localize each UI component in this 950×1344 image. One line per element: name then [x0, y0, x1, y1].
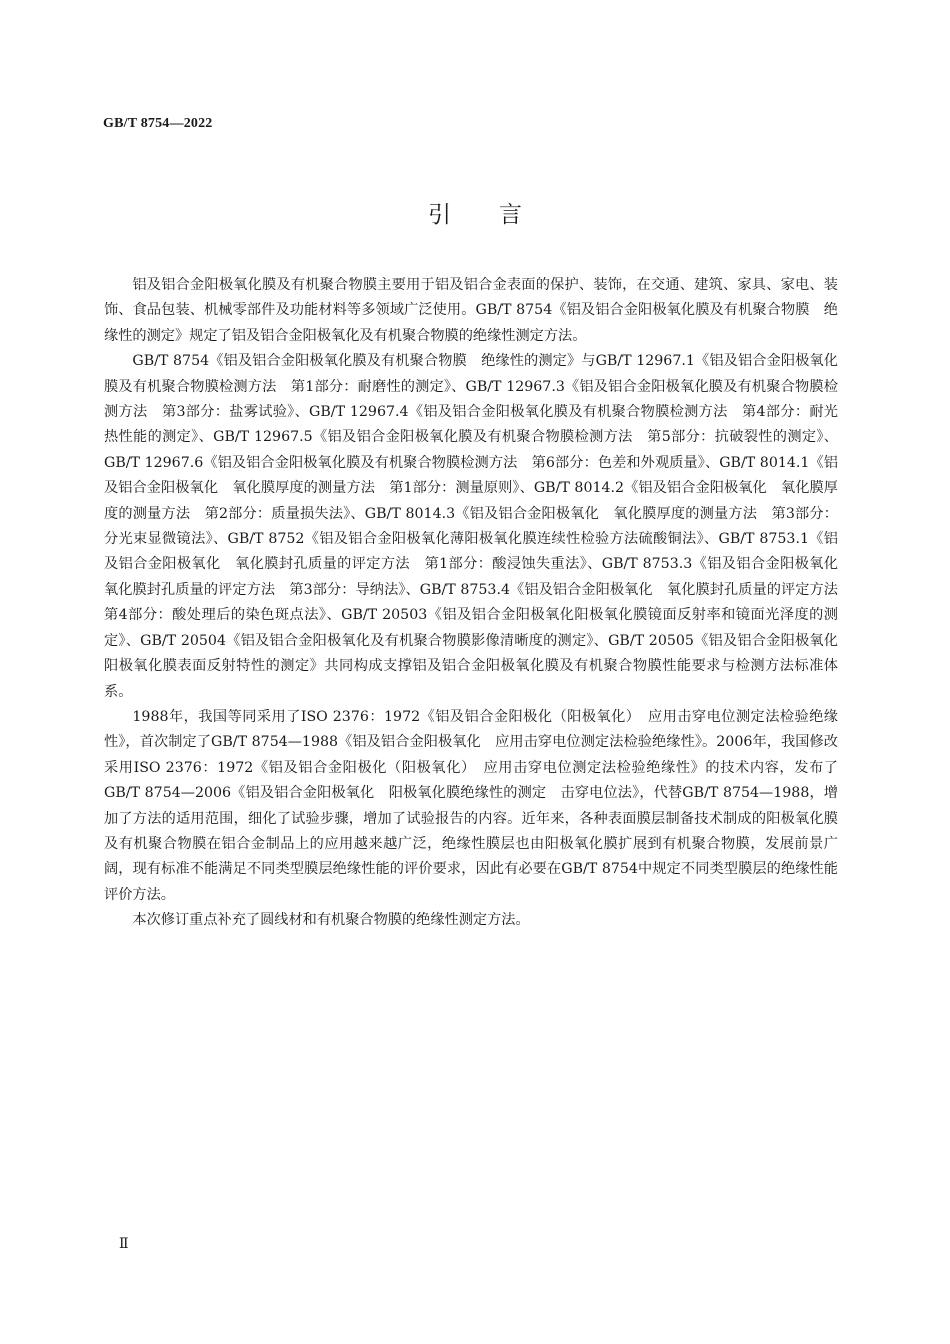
page-title: 引言 — [428, 202, 570, 228]
paragraph: 铝及铝合金阳极氧化膜及有机聚合物膜主要用于铝及铝合金表面的保护、装饰，在交通、建筑、家具、家电、装饰、食品包装、机械零部件及功能材料等多领域广泛使用。GB/T 8754《铝及铝合金阳极氧化膜及有机聚合物膜 绝缘性的测定》规定了铝及铝合金阳极氧化及有机聚合物膜的绝缘性测定方法。 — [104, 277, 838, 344]
paragraph: 1988年，我国等同采用了ISO 2376：1972《铝及铝合金阳极化（阳极氧化） 应用击穿电位测定法检验绝缘性》，首次制定了GB/T 8754—1988《铝及铝合金阳极氧化 应用击穿电位测定法检验绝缘性》。2006年，我国修改采用ISO 2376：1972《铝及铝合金阳极化（阳极氧化） 应用击穿电位测定法检验绝缘性》的技术内容，发布了GB/T 8754—2006《铝及铝合金阳极氧化 阳极氧化膜绝缘性的测定 击穿电位法》，代替GB/T 8754—1988，增加了方法的适用范围，细化了试验步骤，增加了试验报告的内容。近年来，各种表面膜层制备技术制成的阳极氧化膜及有机聚合物膜在铝合金制品上的应用越来越广泛，绝缘性膜层也由阳极氧化膜扩展到有机聚合物膜，发展前景广阔，现有标准不能满足不同类型膜层绝缘性能的评价要求，因此有必要在GB/T 8754中规定不同类型膜层的绝缘性能评价方法。 — [104, 708, 838, 903]
page-number: Ⅱ — [119, 1237, 129, 1252]
paragraph: 本次修订重点补充了圆线材和有机聚合物膜的绝缘性测定方法。 — [132, 912, 530, 929]
paragraph: GB/T 8754《铝及铝合金阳极氧化膜及有机聚合物膜 绝缘性的测定》与GB/T 12967.1《铝及铝合金阳极氧化膜及有机聚合物膜检测方法 第1部分：耐磨性的测定》、GB/T 12967.3《铝及铝合金阳极氧化膜及有机聚合物膜检测方法 第3部分：盐雾试验》、GB/T 12967.4《铝及铝合金阳极氧化膜及有机聚合物膜检测方法 第4部分：耐光热性能的测定》、GB/T 12967.5《铝及铝合金阳极氧化膜及有机聚合物膜检测方法 第5部分：抗破裂性的测定》、GB/T 12967.6《铝及铝合金阳极氧化膜及有机聚合物膜检测方法 第6部分：色差和外观质量》、GB/T 8014.1《铝及铝合金阳极氧化 氧化膜厚度的测量方法 第1部分：测量原则》、GB/T 8014.2《铝及铝合金阳极氧化 氧化膜厚度的测量方法 第2部分：质量损失法》、GB/T 8014.3《铝及铝合金阳极氧化 氧化膜厚度的测量方法 第3部分：分光束显微镜法》、GB/T 8752《铝及铝合金阳极氧化薄阳极氧化膜连续性检验方法硫酸铜法》、GB/T 8753.1《铝及铝合金阳极氧化 氧化膜封孔质量的评定方法 第1部分：酸浸蚀失重法》、GB/T 8753.3《铝及铝合金阳极氧化 氧化膜封孔质量的评定方法 第3部分：导纳法》、GB/T 8753.4《铝及铝合金阳极氧化 氧化膜封孔质量的评定方法 第4部分：酸处理后的染色斑点法》、GB/T 20503《铝及铝合金阳极氧化阳极氧化膜镜面反射率和镜面光泽度的测定》、GB/T 20504《铝及铝合金阳极氧化及有机聚合物膜影像清晰度的测定》、GB/T 20505《铝及铝合金阳极氧化阳极氧化膜表面反射特性的测定》共同构成支撑铝及铝合金阳极氧化膜及有机聚合物膜性能要求与检测方法标准体系。 — [104, 353, 853, 700]
standard-number: GB/T 8754—2022 — [103, 116, 213, 131]
body-text — [104, 273, 853, 934]
